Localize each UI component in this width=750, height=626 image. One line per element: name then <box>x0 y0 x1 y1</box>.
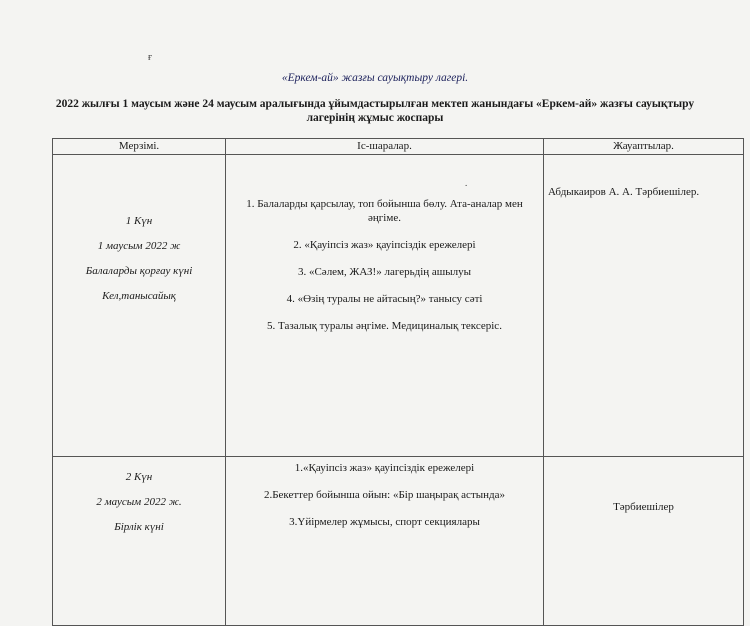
date-cell <box>53 155 226 457</box>
date-label: 1 маусым 2022 ж <box>97 240 181 252</box>
event-item: 3.Үйірмелер жұмысы, спорт секциялары <box>289 516 480 528</box>
day-subtheme: Кел,танысайық <box>102 290 176 302</box>
column-header-responsible: Жауаптылар. <box>544 139 744 155</box>
responsible-cell: Тәрбиешілер <box>544 457 744 626</box>
plan-table <box>52 138 744 626</box>
day-label: 1 Күн <box>125 215 153 227</box>
table-row <box>53 155 744 457</box>
day-label: 2 Күн <box>125 471 153 483</box>
event-item: 5. Тазалық туралы әңгіме. Медициналық тексеріс. <box>267 320 502 332</box>
responsible-cell: Абдыкаиров А. А. Тәрбиешілер. <box>544 155 744 457</box>
table-row <box>53 457 744 626</box>
column-header-date: Мерзімі. <box>53 139 226 155</box>
camp-name-heading: «Еркем-ай» жазғы сауықтыру лагері. <box>281 72 469 84</box>
column-header-events: Іс-шаралар. <box>226 139 544 155</box>
day-theme: Балаларды қорғау күні <box>85 265 193 277</box>
date-cell <box>53 457 226 626</box>
event-item: 1.«Қауіпсіз жаз» қауіпсіздік ережелері <box>294 462 475 474</box>
document-title: 2022 жылғы 1 маусым және 24 маусым аралығында ұйымдастырылған мектеп жанындағы «Еркем-ай» жазғы сауықтыру лагерінің жұмыс жоспары <box>55 98 695 124</box>
event-item: 2. «Қауіпсіз жаз» қауіпсіздік ережелері <box>293 239 476 251</box>
date-label: 2 маусым 2022 ж. <box>96 496 182 508</box>
events-cell <box>226 155 544 457</box>
event-item: 3. «Сәлем, ЖАЗ!» лагерьдің ашылуы <box>297 266 472 278</box>
scan-speck: . <box>465 178 468 188</box>
events-cell <box>226 457 544 626</box>
stray-mark: ғ <box>148 52 153 63</box>
day-theme: Бірлік күні <box>114 521 164 533</box>
event-item: 1. Балаларды қарсылау, топ бойынша бөлу. Ата-аналар мен әңгіме. <box>246 198 523 224</box>
table-header-row <box>53 139 744 155</box>
event-item: 4. «Өзің туралы не айтасың?» танысу сәті <box>286 293 483 305</box>
event-item: 2.Бекеттер бойынша ойын: «Бір шаңырақ астында» <box>263 489 506 501</box>
